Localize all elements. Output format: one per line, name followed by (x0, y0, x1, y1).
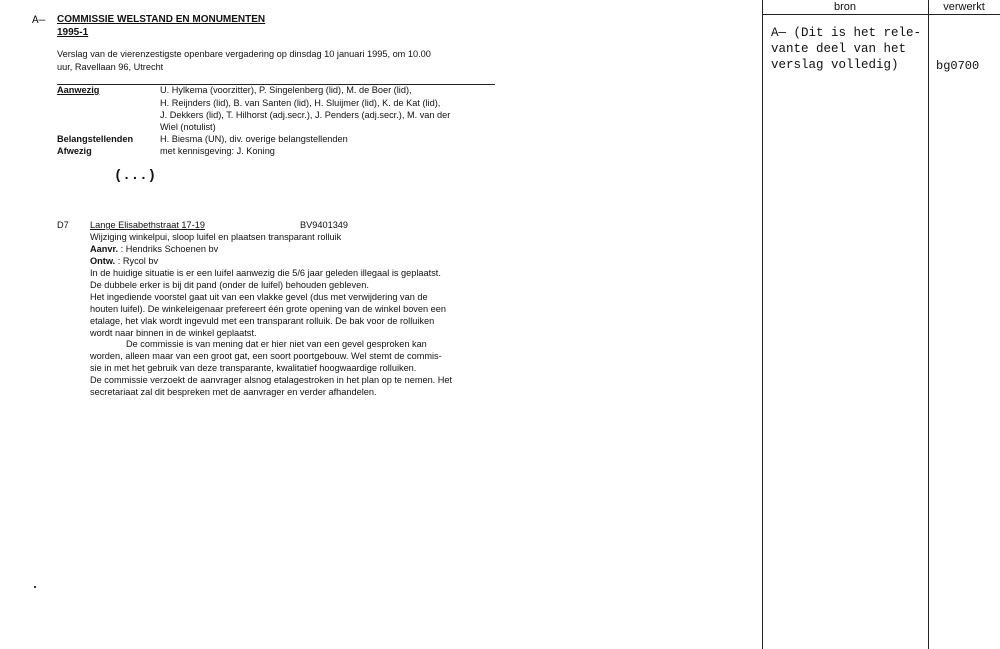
item-aanvrager (90, 244, 218, 254)
margin-mark: A— (32, 15, 46, 27)
omission-mark: (...) (114, 168, 157, 184)
aanwezig-line: H. Reijnders (lid), B. van Santen (lid), H. Sluijmer (lid), K. de Kat (lid), (160, 98, 441, 108)
afwezig-label: Afwezig (57, 146, 92, 156)
verwerkt-value: bg0700 (936, 59, 980, 73)
afwezig-value: met kennisgeving: J. Koning (160, 146, 275, 156)
body-line: De dubbele erker is bij dit pand (onder de luifel) behouden gebleven. (90, 280, 369, 290)
bron-header: bron (833, 1, 857, 13)
aanvrager-label: Aanvr. (90, 244, 119, 254)
bron-column-border (762, 0, 763, 649)
aanwezig-line: Wiel (notulist) (160, 122, 216, 132)
aanwezig-line: J. Dekkers (lid), T. Hilhorst (adj.secr.), J. Penders (adj.secr.), M. van der (160, 110, 451, 120)
body-line: De commissie is van mening dat er hier niet van een gevel gesproken kan (126, 339, 427, 349)
verwerkt-header: verwerkt (943, 1, 985, 13)
item-description: Wijziging winkelpui, sloop luifel en plaatsen transparant rolluik (90, 232, 342, 242)
meeting-line-2: uur, Ravellaan 96, Utrecht (57, 62, 164, 72)
document-title: COMMISSIE WELSTAND EN MONUMENTEN (57, 14, 266, 25)
body-line: In de huidige situatie is er een luifel aanwezig die 5/6 jaar geleden illegaal is geplaatst. (90, 268, 441, 278)
item-code: D7 (57, 220, 69, 230)
bron-line: verslag volledig) (771, 58, 899, 72)
belangstellenden-value: H. Biesma (UN), div. overige belangstellenden (160, 134, 348, 144)
document-number: 1995-1 (57, 27, 89, 38)
body-line: worden, alleen maar van een groot gat, een soort poortgebouw. Wel stemt de commis- (90, 351, 442, 361)
verwerkt-column-border (928, 0, 929, 649)
body-line: etalage, het vlak wordt ingevuld met een transparant rolluik. De bak voor de rolluiken (90, 316, 435, 326)
bron-line: A— (Dit is het rele- (771, 26, 922, 40)
item-address: Lange Elisabethstraat 17-19 (90, 220, 205, 230)
item-bv-number: BV9401349 (300, 220, 349, 230)
body-line: sie in met het gebruik van deze transparante, kwalitatief hoogwaardige rolluiken. (90, 363, 417, 373)
belangstellenden-label: Belangstellenden (57, 134, 134, 144)
body-line: Het ingediende voorstel gaat uit van een vlakke gevel (dus met verwijdering van de (90, 292, 428, 302)
aanwezig-label: Aanwezig (57, 85, 100, 95)
body-line: wordt naar binnen in de winkel geplaatst. (90, 328, 257, 338)
ontwerper-value: : Rycol bv (117, 256, 159, 266)
aanwezig-line: U. Hylkema (voorzitter), P. Singelenberg (lid), M. de Boer (lid), (160, 85, 412, 95)
bron-line: vante deel van het (771, 42, 907, 56)
ontwerper-label: Ontw. (90, 256, 116, 266)
header-rule (762, 14, 1000, 15)
aanvrager-value: : Hendriks Schoenen bv (120, 244, 219, 254)
body-line: secretariaat zal dit bespreken met de aanvrager en verder afhandelen. (90, 387, 377, 397)
body-line: De commissie verzoekt de aanvrager alsnog etalagestroken in het plan op te nemen. Het (90, 375, 453, 385)
meeting-line-1: Verslag van de vierenzestigste openbare vergadering op dinsdag 10 januari 1995, om 10.00 (57, 49, 431, 59)
item-ontwerper (90, 256, 158, 266)
scan-speck (34, 586, 36, 588)
body-line: houten luifel). De winkeleigenaar prefereert één grote opening van de winkel boven een (90, 304, 446, 314)
